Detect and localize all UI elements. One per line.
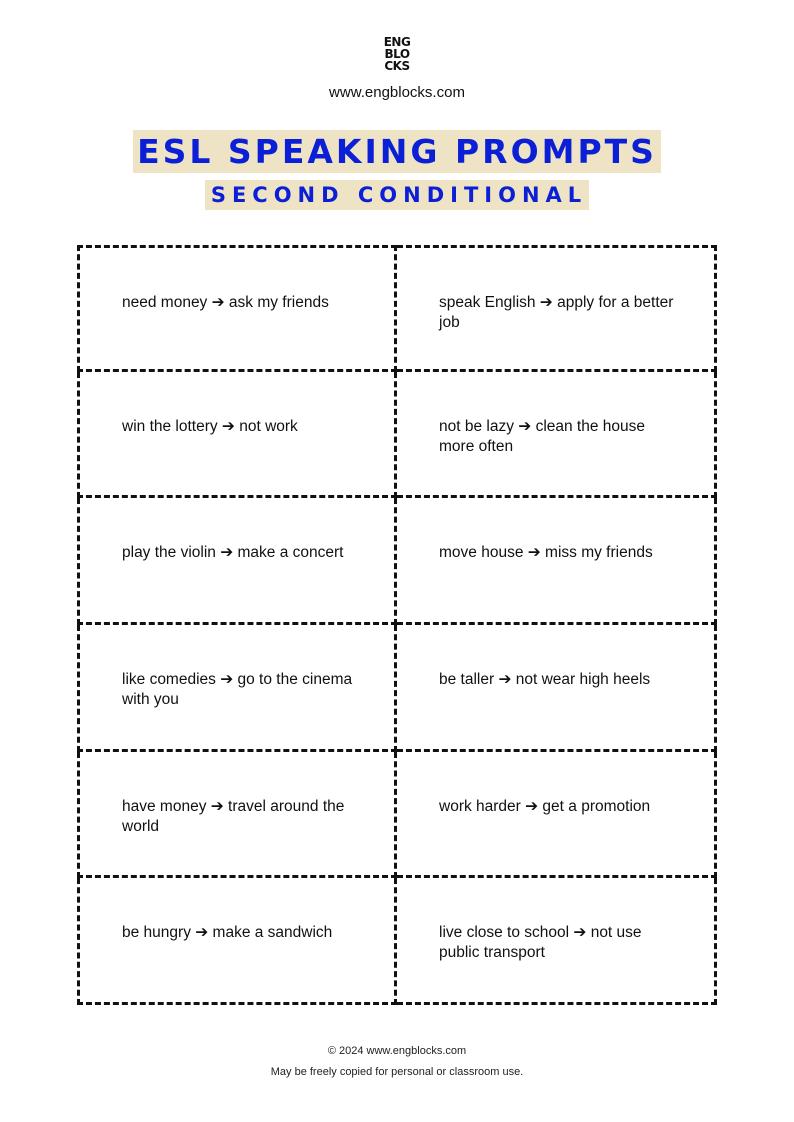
subtitle-container xyxy=(0,180,794,210)
prompt-card: live close to school ➔ not use public transport xyxy=(397,878,717,1005)
logo-line: CKS xyxy=(384,59,410,73)
prompt-card: speak English ➔ apply for a better job xyxy=(397,245,717,372)
prompt-card: need money ➔ ask my friends xyxy=(77,245,397,372)
prompt-card: move house ➔ miss my friends xyxy=(397,498,717,625)
prompt-card: like comedies ➔ go to the cinema with you xyxy=(77,625,397,752)
logo-line: ENG xyxy=(383,35,411,49)
prompt-card: play the violin ➔ make a concert xyxy=(77,498,397,625)
footer-usage-note: May be freely copied for personal or classroom use. xyxy=(270,1066,524,1078)
prompt-card: work harder ➔ get a promotion xyxy=(397,752,717,879)
page-subtitle: SECOND CONDITIONAL xyxy=(205,180,589,210)
prompt-card: be taller ➔ not wear high heels xyxy=(397,625,717,752)
prompt-card: win the lottery ➔ not work xyxy=(77,372,397,499)
engblocks-logo xyxy=(0,36,794,75)
prompt-card: be hungry ➔ make a sandwich xyxy=(77,878,397,1005)
title-container xyxy=(0,130,794,173)
logo-mark xyxy=(384,36,411,72)
footer-copyright: © 2024 www.engblocks.com xyxy=(327,1045,467,1057)
prompt-card: have money ➔ travel around the world xyxy=(77,752,397,879)
prompt-card: not be lazy ➔ clean the house more often xyxy=(397,372,717,499)
page-title: ESL SPEAKING PROMPTS xyxy=(133,130,661,173)
prompt-card-grid xyxy=(77,245,717,1005)
logo-line: BLO xyxy=(384,47,410,61)
site-url: www.engblocks.com xyxy=(329,84,465,101)
